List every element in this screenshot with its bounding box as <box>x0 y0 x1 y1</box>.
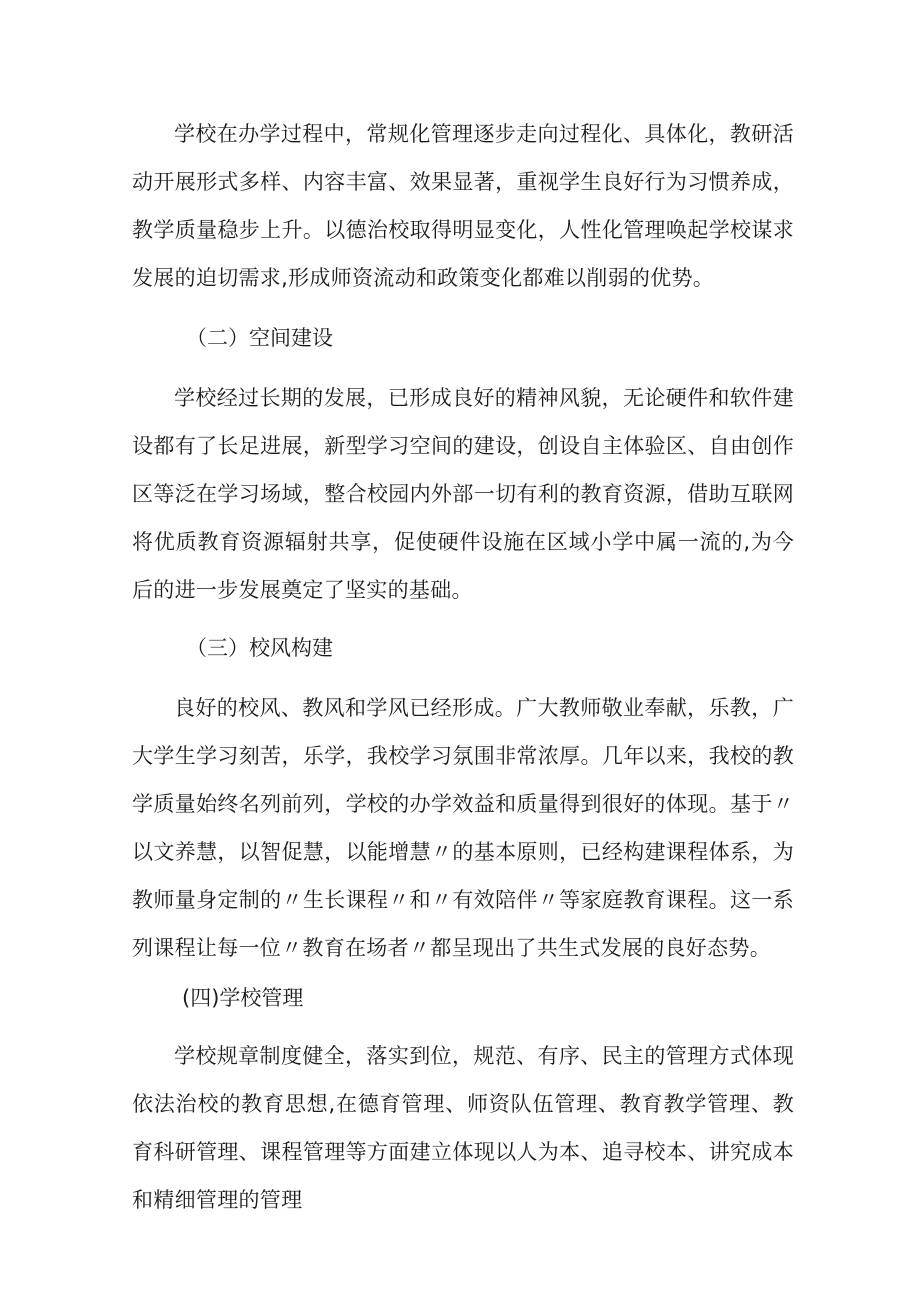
paragraph-management-progress: 学校在办学过程中，常规化管理逐步走向过程化、具体化，教研活动开展形式多样、内容丰富、效果显著，重视学生良好行为习惯养成，教学质量稳步上升。以德治校取得明显变化，人性化管理唤起学校谋求发展的迫切需求,形成师资流动和政策变化都难以削弱的优势。 <box>132 122 794 290</box>
heading-school-management: (四)学校管理 <box>182 986 304 1010</box>
heading-school-culture: （三）校风构建 <box>186 636 333 660</box>
paragraph-space-construction: 学校经过长期的发展，已形成良好的精神风貌，无论硬件和软件建设都有了长足进展，新型学习空间的建设，创设自主体验区、自由创作区等泛在学习场域，整合校园内外部一切有利的教育资源，借助互联网将优质教育资源辐射共享，促使硬件设施在区域小学中属一流的,为今后的进一步发展奠定了坚实的基础。 <box>132 386 794 602</box>
paragraph-school-culture: 良好的校风、教风和学风已经形成。广大教师敬业奉献，乐教，广大学生学习刻苦，乐学，我校学习氛围非常浓厚。几年以来，我校的教学质量始终名列前列，学校的办学效益和质量得到很好的体现。基于〃以文养慧，以智促慧，以能增慧〃的基本原则，已经构建课程体系，为教师量身定制的〃生长课程〃和〃有效陪伴〃等家庭教育课程。这一系列课程让每一位〃教育在场者〃都呈现出了共生式发展的良好态势。 <box>132 696 794 960</box>
paragraph-school-management: 学校规章制度健全，落实到位，规范、有序、民主的管理方式体现依法治校的教育思想,在德育管理、师资队伍管理、教育教学管理、教育科研管理、课程管理等方面建立体现以人为本、追寻校本、讲究成本和精细管理的管理 <box>132 1044 794 1212</box>
heading-space-construction: （二）空间建设 <box>186 326 333 350</box>
